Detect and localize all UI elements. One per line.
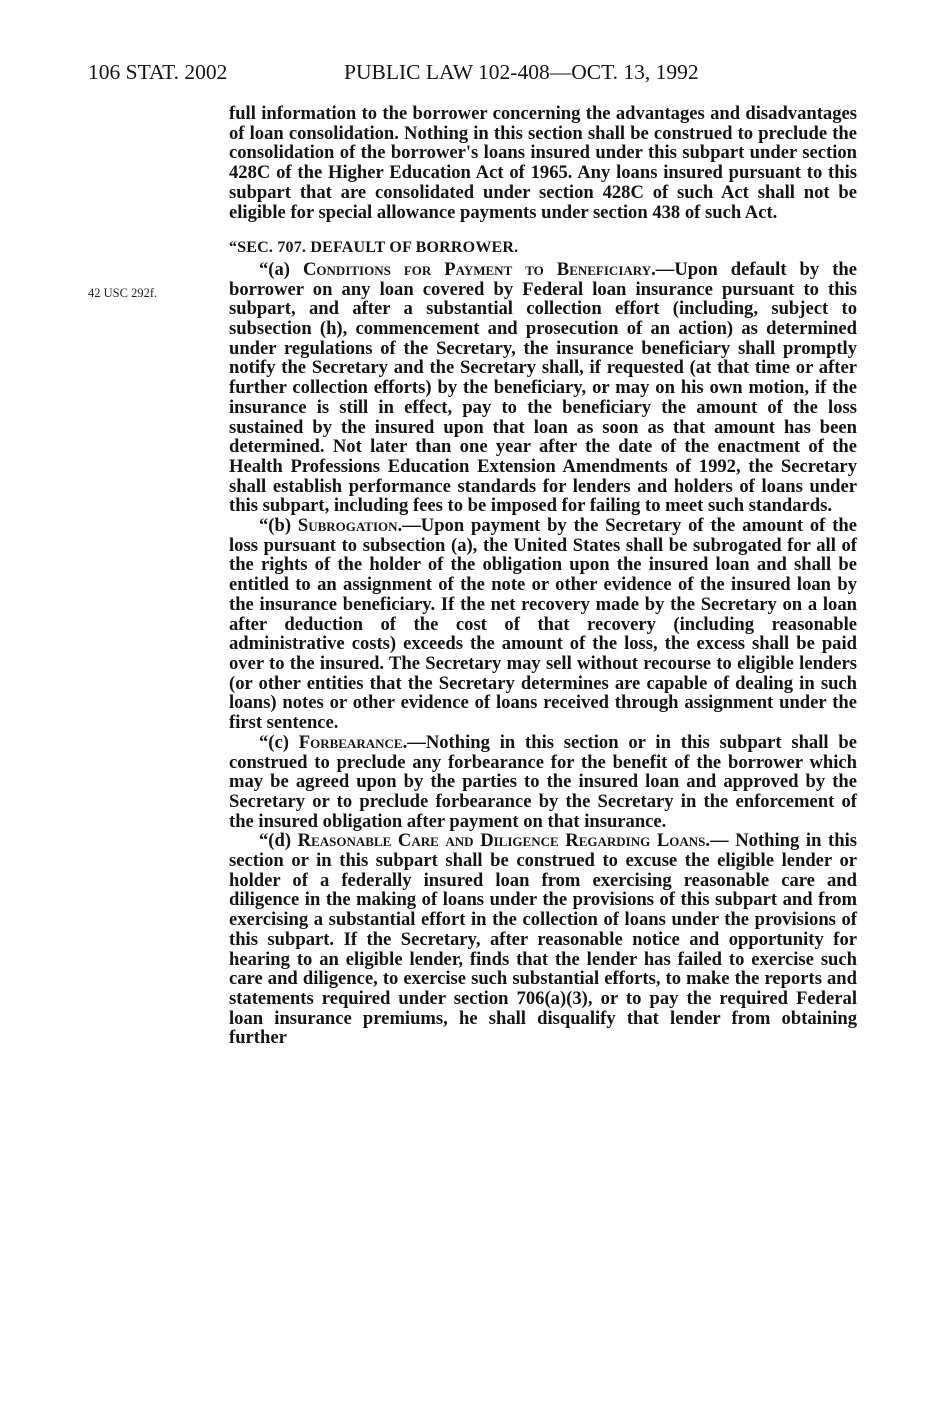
intro-paragraph: full information to the borrower concerning the advantages and disadvantages of loan consolidation. Nothing in this section shall be construed to preclude the consolidation of the borrower's loans insured under this subpart under section 428C of the Higher Education Act of 1965. Any loans insured pursuant to this subpart that are consolidated under section 428C of such Act shall not be eligible for special allowance payments under section 438 of such Act.	[229, 103, 857, 223]
subsection-title: Subrogation	[297, 515, 398, 537]
subsection-title: Reasonable Care and Diligence Regarding Loans	[297, 830, 706, 852]
subsection-label: “(b)	[259, 515, 298, 537]
subsection-title: Forbearance	[298, 731, 403, 753]
subsection-text: .— Nothing in this section or in this subpart shall be construed to excuse the eligible lender or holder of a federally insured loan from exercising reasonable care and diligence in the making of loans under the provisions of this subpart and from exercising a substantial effort in the collection of loans under the provisions of this subpart. If the Secretary, after reasonable notice and opportunity for hearing to an eligible lender, finds that the lender has failed to exercise such care and diligence, to exercise such substantial efforts, to make the reports and statements required under section 706(a)(3), or to pay the required Federal loan insurance premiums, he shall disqualify that lender from obtaining further	[229, 830, 857, 1049]
subsection-c	[229, 733, 857, 832]
stat-citation: 106 STAT. 2002	[88, 60, 228, 84]
subsection-label: “(a)	[259, 258, 303, 280]
body-text	[229, 104, 857, 1048]
margin-citation: 42 USC 292f.	[88, 286, 158, 300]
subsection-d	[229, 831, 857, 1048]
subsection-label: “(c)	[259, 731, 299, 753]
public-law-title: PUBLIC LAW 102-408—OCT. 13, 1992	[344, 60, 699, 84]
subsection-text: .—Upon payment by the Secretary of the amount of the loss pursuant to subsection (a), the United States shall be subrogated for all of the rights of the holder of the obligation upon the insured loan and shall be entitled to an assignment of the note or other evidence of the insured loan by the insurance beneficiary. If the net recovery made by the Secretary on a loan after deduction of the cost of that recovery (including reasonable administrative costs) exceeds the amount of the loss, the excess shall be paid over to the insured. The Secretary may sell without recourse to eligible lenders (or other entities that the Secretary determines are capable of dealing in such loans) notes or other evidence of loans received through assignment under the first sentence.	[229, 515, 857, 734]
subsection-text: .—Nothing in this section or in this subpart shall be construed to preclude any forbearance for the benefit of the borrower which may be agreed upon by the parties to the insured loan and approved by the Secretary or to preclude forbearance by the Secretary in the enforcement of the insured obligation after payment on that insurance.	[229, 731, 857, 832]
section-heading: “SEC. 707. DEFAULT OF BORROWER.	[229, 239, 519, 257]
subsection-b	[229, 516, 857, 733]
subsection-text: .—Upon default by the borrower on any loan covered by Federal loan insurance pursuant to this subpart, and after a substantial collection effort (including, subject to subsection (h), commencement and prosecution of an action) as determined under regulations of the Secretary, the insurance beneficiary shall promptly notify the Secretary and the Secretary shall, if requested (at that time or after further collection efforts) by the beneficiary, or may on his own motion, if the insurance is still in effect, pay to the beneficiary the amount of the loss sustained by the insured upon that loan as soon as that amount has been determined. Not later than one year after the date of the enactment of the Health Professions Education Extension Amendments of 1992, the Secretary shall establish performance standards for lenders and holders of loans under this subpart, including fees to be imposed for failing to meet such standards.	[229, 258, 857, 517]
page-header	[88, 60, 828, 90]
subsection-title: Conditions for Payment to Beneficiary	[303, 258, 652, 280]
subsection-a	[229, 260, 857, 516]
subsection-label: “(d)	[259, 830, 298, 852]
